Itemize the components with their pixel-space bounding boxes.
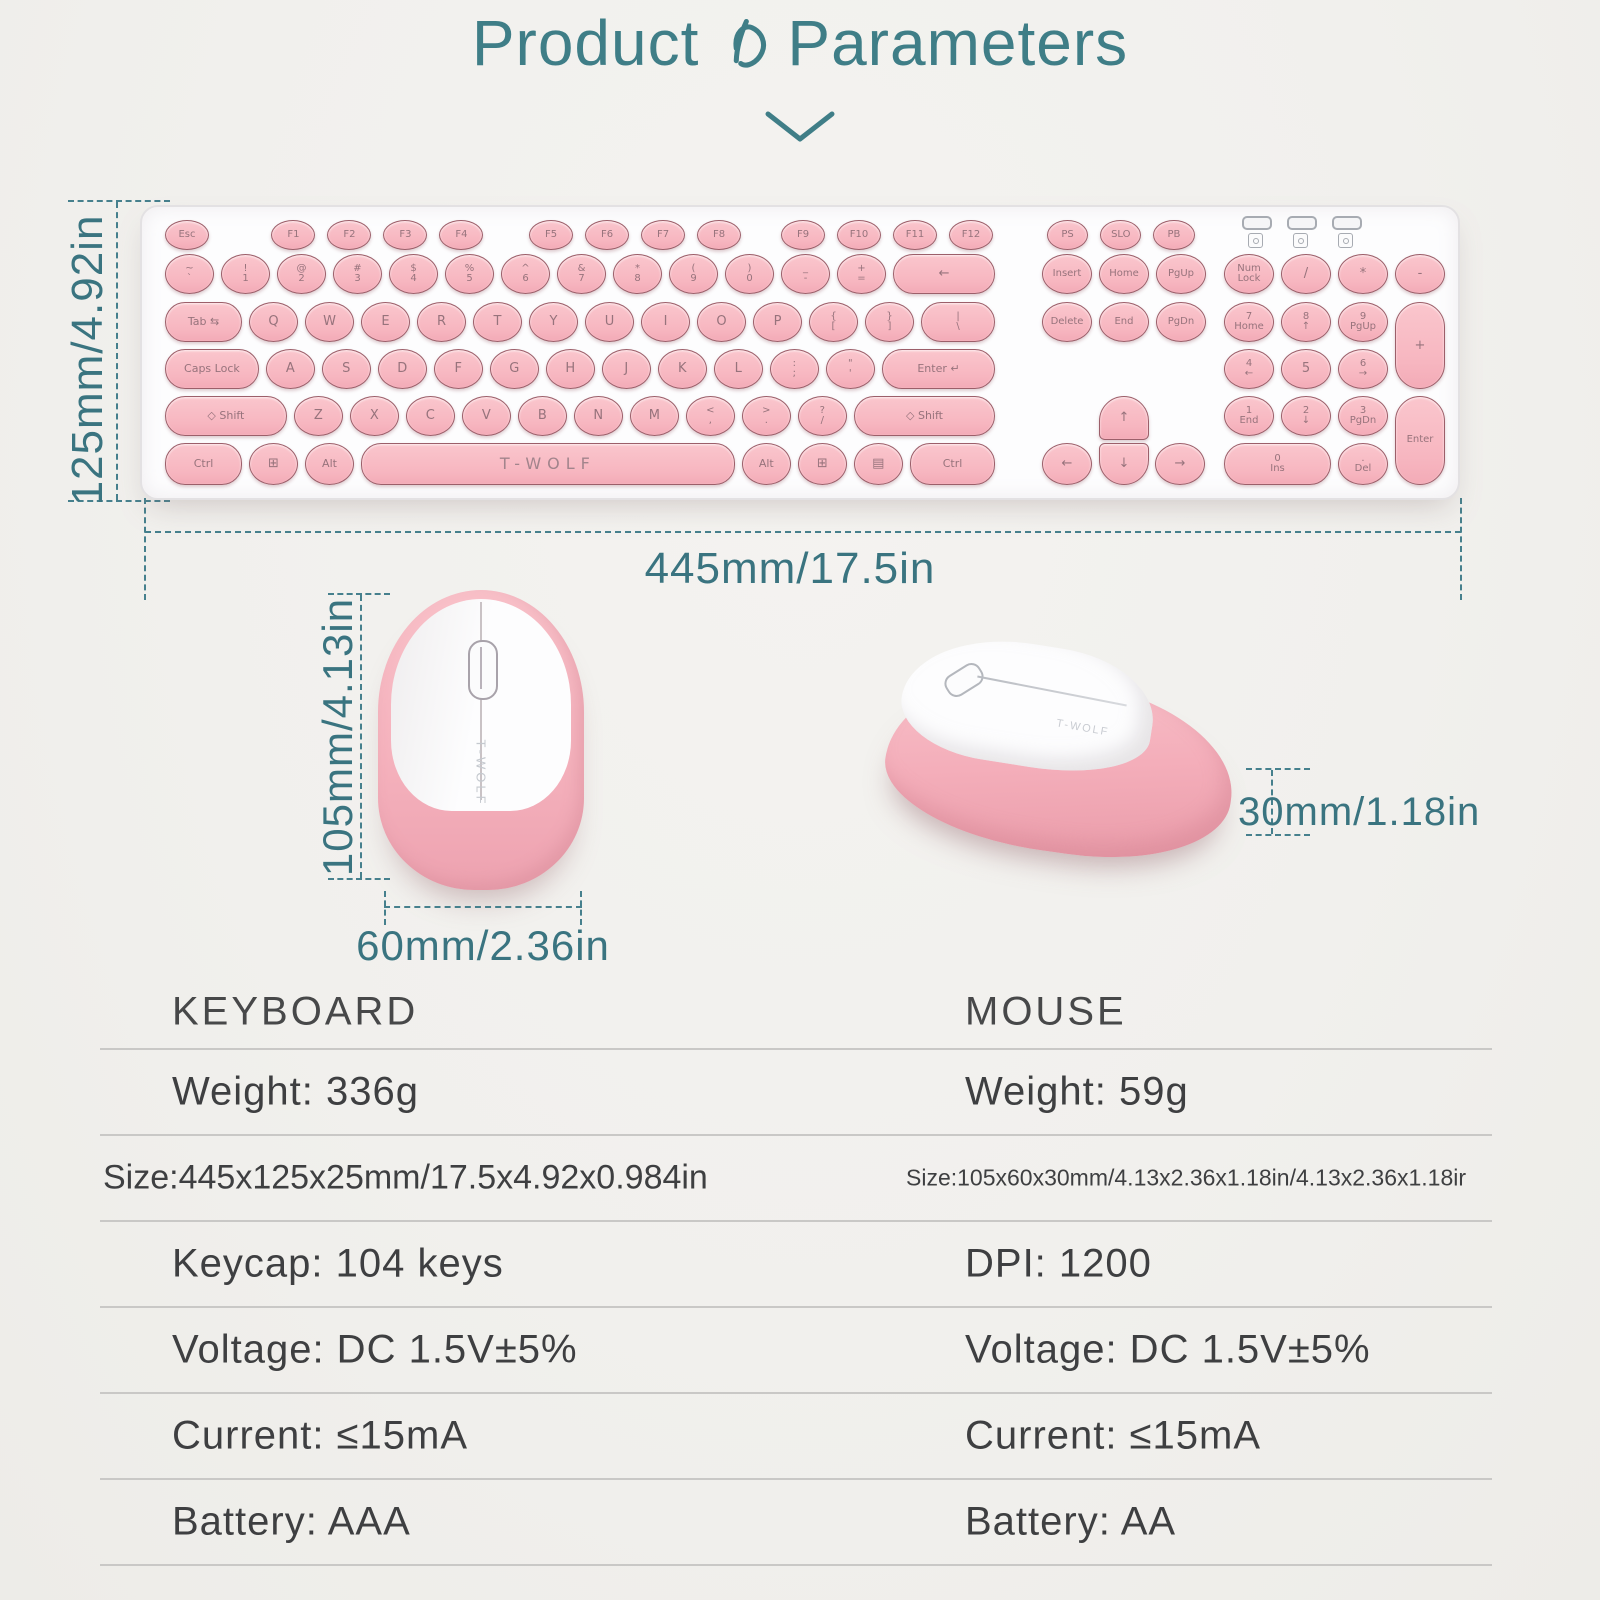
key-j: J — [602, 349, 651, 389]
key-: < , — [686, 396, 735, 436]
mouse-height-tick-top — [328, 593, 390, 595]
key-delete: Delete — [1042, 302, 1092, 342]
key-np-0: 0 Ins — [1224, 443, 1331, 485]
key-backslash: | \ — [921, 302, 995, 342]
key-: 2 ↓ — [1281, 396, 1331, 436]
key-arrow-up: ↑ — [1099, 396, 1149, 440]
key-5: 5 — [1281, 349, 1331, 389]
key-2: @ 2 — [277, 254, 326, 294]
key-v: V — [462, 396, 511, 436]
key-left-ctrl: Ctrl — [165, 443, 242, 485]
key-f10: F10 — [837, 220, 881, 250]
key-np-minus: - — [1395, 254, 1445, 294]
key-right-shift: ◇ Shift — [854, 396, 995, 436]
key-home: 7 Home — [1224, 302, 1274, 342]
spec-table-header — [100, 975, 1492, 1050]
key-np-enter: Enter — [1395, 396, 1445, 485]
key-t: T — [473, 302, 522, 342]
key-backspace: ← — [893, 254, 995, 294]
keyboard-column-header: KEYBOARD — [172, 989, 419, 1033]
mouse-height-label: 105mm/4.13in — [314, 597, 361, 877]
key-space: T-WOLF — [361, 443, 735, 485]
key-4: $ 4 — [389, 254, 438, 294]
key-: 6 → — [1338, 349, 1388, 389]
mouse-weight-value: Weight: 59g — [965, 1069, 1189, 1114]
key-: _ - — [781, 254, 830, 294]
keyboard-keycap-value: Keycap: 104 keys — [172, 1241, 504, 1286]
key-right-ctrl: Ctrl — [910, 443, 995, 485]
mouse-depth-label: 30mm/1.18in — [1238, 790, 1481, 834]
key-: ? / — [798, 396, 847, 436]
key-left-win: ⊞ — [249, 443, 298, 485]
title-suffix: Parameters — [787, 7, 1129, 79]
key-u: U — [585, 302, 634, 342]
key-b: B — [518, 396, 567, 436]
key-m: M — [630, 396, 679, 436]
key-end: End — [1099, 302, 1149, 342]
mouse-voltage-value: Voltage: DC 1.5V±5% — [965, 1327, 1371, 1372]
key-8: * 8 — [613, 254, 662, 294]
key-pgup: 9 PgUp — [1338, 302, 1388, 342]
key-insert: Insert — [1042, 254, 1092, 294]
key-pgdn: 3 PgDn — [1338, 396, 1388, 436]
key-w: W — [305, 302, 354, 342]
key-n: N — [574, 396, 623, 436]
key-x: X — [350, 396, 399, 436]
key-left-shift: ◇ Shift — [165, 396, 287, 436]
key-np-divide: / — [1281, 254, 1331, 294]
key-: { [ — [809, 302, 858, 342]
mouse-height-tick-bottom — [328, 878, 390, 880]
no-character-icon — [715, 17, 771, 73]
key-arrow-left: ← — [1042, 443, 1092, 485]
keyboard-image — [140, 205, 1460, 500]
keyboard-battery-value: Battery: AAA — [172, 1499, 411, 1544]
key-left-alt: Alt — [305, 443, 354, 485]
key-f5: F5 — [529, 220, 573, 250]
spec-row-keycap-dpi — [100, 1222, 1492, 1308]
mouse-brand-logo: T-WOLF — [473, 739, 489, 807]
caps-lock-indicator-icon — [1293, 233, 1308, 248]
key-ps: PS — [1047, 220, 1088, 250]
key-o: O — [697, 302, 746, 342]
key-: : ; — [770, 349, 819, 389]
keyboard-weight-value: Weight: 336g — [172, 1069, 419, 1114]
key-i: I — [641, 302, 690, 342]
key-q: Q — [249, 302, 298, 342]
key-tab: Tab ⇆ — [165, 302, 242, 342]
mouse-dpi-value: DPI: 1200 — [965, 1241, 1152, 1286]
chevron-down-icon — [762, 108, 838, 148]
key-f9: F9 — [781, 220, 825, 250]
mouse-size-value: Size:105x60x30mm/4.13x2.36x1.18in/4.13x2.36x1.18ir — [906, 1164, 1467, 1191]
key-pb: PB — [1153, 220, 1194, 250]
key-: } ] — [865, 302, 914, 342]
key-pgup: PgUp — [1156, 254, 1206, 294]
key-np-multiply: * — [1338, 254, 1388, 294]
num-lock-indicator-led — [1242, 216, 1272, 230]
key-k: K — [658, 349, 707, 389]
key-f11: F11 — [893, 220, 937, 250]
keyboard-size-value: Size:445x125x25mm/17.5x4.92x0.984in — [103, 1158, 708, 1197]
key-: " ' — [826, 349, 875, 389]
key-f1: F1 — [271, 220, 315, 250]
keyboard-voltage-value: Voltage: DC 1.5V±5% — [172, 1327, 578, 1372]
mouse-width-label: 60mm/2.36in — [356, 922, 610, 969]
spec-row-battery — [100, 1480, 1492, 1566]
key-: ~ ` — [165, 254, 214, 294]
key-: 4 ← — [1224, 349, 1274, 389]
key-6: ^ 6 — [501, 254, 550, 294]
spec-row-voltage — [100, 1308, 1492, 1394]
kb-width-tick-right — [1460, 498, 1462, 600]
key-f12: F12 — [949, 220, 993, 250]
scroll-lock-indicator-led — [1332, 216, 1362, 230]
key-f2: F2 — [327, 220, 371, 250]
key-s: S — [322, 349, 371, 389]
key-right-alt: Alt — [742, 443, 791, 485]
spec-row-current — [100, 1394, 1492, 1480]
key-arrow-down: ↓ — [1099, 443, 1149, 485]
key-right-win: ⊞ — [798, 443, 847, 485]
kb-height-tick-top — [68, 200, 170, 202]
key-f3: F3 — [383, 220, 427, 250]
key-: 8 ↑ — [1281, 302, 1331, 342]
key-9: ( 9 — [669, 254, 718, 294]
kb-width-tick-left — [144, 498, 146, 600]
key-c: C — [406, 396, 455, 436]
mouse-current-value: Current: ≤15mA — [965, 1413, 1262, 1458]
kb-height-line — [116, 202, 118, 500]
key-: + = — [837, 254, 886, 294]
spec-row-size — [100, 1136, 1492, 1222]
key-f6: F6 — [585, 220, 629, 250]
key-home: Home — [1099, 254, 1149, 294]
key-: > . — [742, 396, 791, 436]
scroll-lock-indicator-icon — [1338, 233, 1353, 248]
key-7: & 7 — [557, 254, 606, 294]
key-f: F — [434, 349, 483, 389]
spec-table — [100, 975, 1492, 1566]
key-pgdn: PgDn — [1156, 302, 1206, 342]
key-e: E — [361, 302, 410, 342]
key-f7: F7 — [641, 220, 685, 250]
key-0: ) 0 — [725, 254, 774, 294]
key-5: % 5 — [445, 254, 494, 294]
caps-lock-indicator-led — [1287, 216, 1317, 230]
key-a: A — [266, 349, 315, 389]
spec-row-weight — [100, 1050, 1492, 1136]
mouse-width-line — [384, 906, 582, 908]
key-h: H — [546, 349, 595, 389]
key-caps-lock: Caps Lock — [165, 349, 259, 389]
key-enter: Enter ↵ — [882, 349, 995, 389]
mouse-width-tick-right — [580, 891, 582, 925]
mouse-side-brand-logo: T-WOLF — [1055, 717, 1111, 739]
key-l: L — [714, 349, 763, 389]
kb-height-label: 125mm/4.92in — [63, 214, 112, 506]
keyboard-current-value: Current: ≤15mA — [172, 1413, 469, 1458]
title-prefix: Product — [471, 7, 700, 79]
mouse-width-tick-left — [384, 891, 386, 925]
key-menu: ▤ — [854, 443, 903, 485]
mouse-side-view-image — [880, 642, 1252, 870]
key-1: ! 1 — [221, 254, 270, 294]
key-esc: Esc — [165, 220, 209, 250]
key-end: 1 End — [1224, 396, 1274, 436]
key-f8: F8 — [697, 220, 741, 250]
num-lock-indicator-icon — [1248, 233, 1263, 248]
key-np-plus: + — [1395, 302, 1445, 389]
key-arrow-right: → — [1155, 443, 1205, 485]
key-f4: F4 — [439, 220, 483, 250]
key-y: Y — [529, 302, 578, 342]
key-slo: SLO — [1100, 220, 1141, 250]
key-r: R — [417, 302, 466, 342]
mouse-battery-value: Battery: AA — [965, 1499, 1177, 1544]
kb-width-label: 445mm/17.5in — [644, 544, 936, 593]
mouse-scroll-wheel — [468, 640, 498, 700]
key-z: Z — [294, 396, 343, 436]
key-g: G — [490, 349, 539, 389]
kb-width-line — [145, 531, 1461, 533]
key-3: # 3 — [333, 254, 382, 294]
page-title — [0, 6, 1600, 80]
key-p: P — [753, 302, 802, 342]
key-num-lock: Num Lock — [1224, 254, 1274, 294]
mouse-column-header: MOUSE — [965, 989, 1127, 1033]
key-np-dot: . Del — [1338, 443, 1388, 485]
mouse-top-view-image — [378, 590, 584, 890]
mouse-depth-tick-top — [1246, 768, 1310, 770]
key-d: D — [378, 349, 427, 389]
